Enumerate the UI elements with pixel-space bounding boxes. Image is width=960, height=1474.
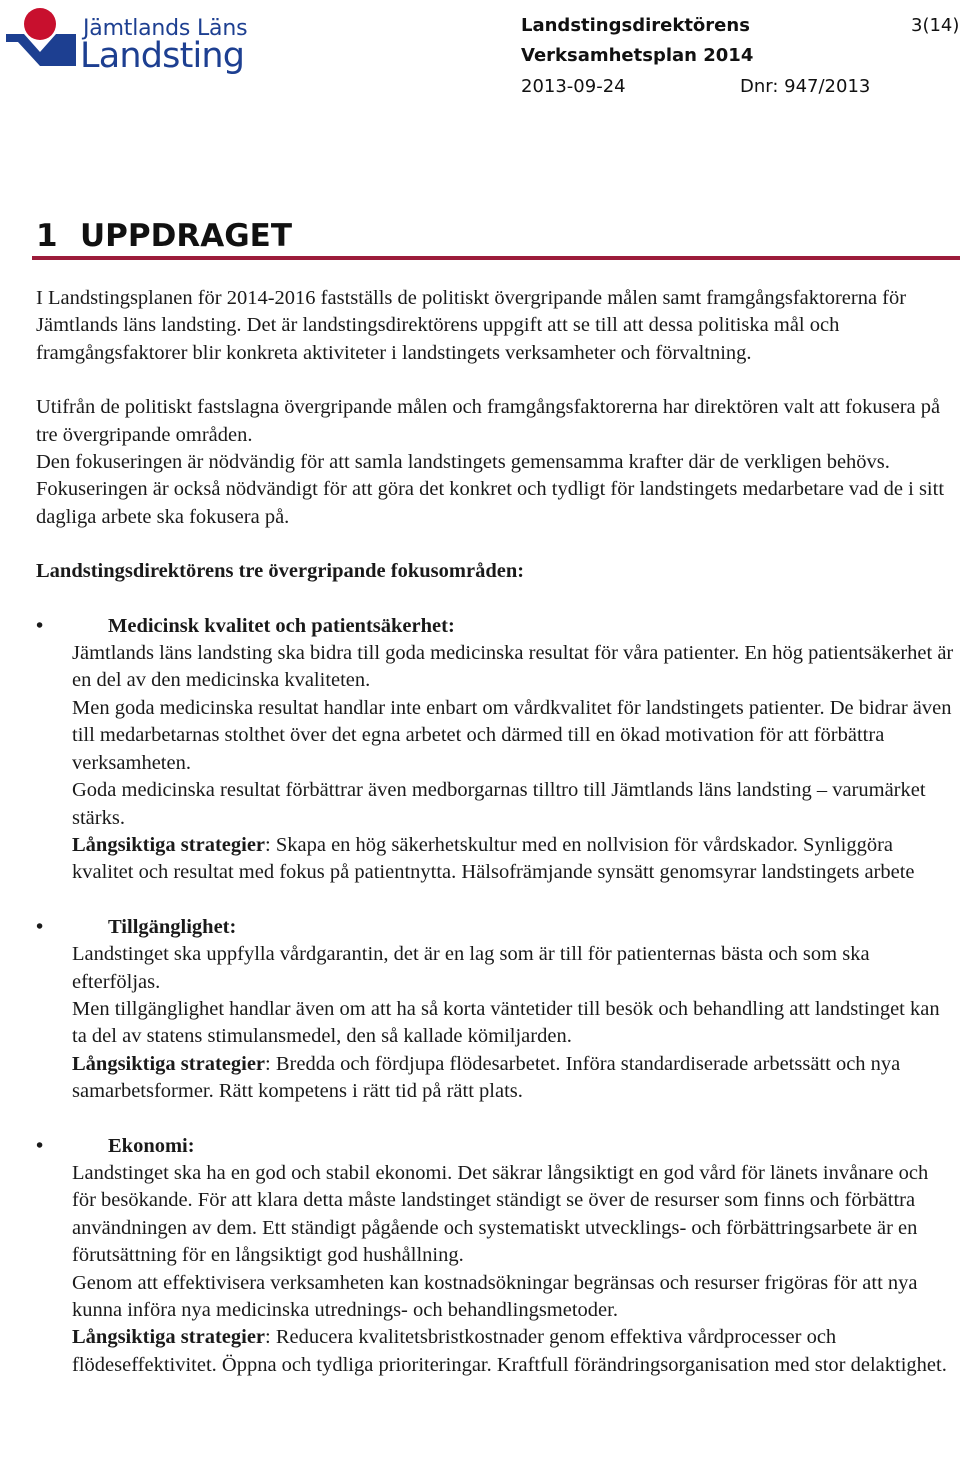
page-number: 3(14) (911, 15, 960, 36)
list-item-text: Landstinget ska uppfylla vårdgarantin, det är en lag som är till för patienternas bästa och som ska efterföljas. (72, 943, 870, 993)
list-item-text: Men tillgänglighet handlar även om att ha så korta väntetider till besök och behandling att landstinget kan ta del av statens stimulansmedel, den så kallade kömiljarden. (72, 997, 940, 1048)
section-heading (36, 218, 292, 254)
section-title: UPPDRAGET (80, 218, 292, 254)
list-item-text: Goda medicinska resultat förbättrar även medborgarnas tilltro till Jämtlands läns landsting – varumärket stärks. (72, 779, 926, 829)
focus-area-quality (36, 613, 956, 887)
list-item-title: • Tillgänglighet: (72, 914, 956, 941)
bullet-icon: • (36, 1134, 44, 1157)
section-number: 1 (36, 218, 58, 254)
bullet-icon: • (36, 614, 44, 637)
list-item-text: Genom att effektivisera verksamheten kan kostnadsökningar begränsas och resurser frigöras för att nya kunna införa nya medicinska utrednings- och behandlingsmetoder. (72, 1271, 918, 1321)
doc-date: 2013-09-24 (521, 76, 626, 97)
list-item-text: Jämtlands läns landsting ska bidra till goda medicinska resultat för våra patienter. En hög patientsäkerhet är en del av den medicinska kvaliteten. (72, 642, 954, 692)
focus-areas-heading: Landstingsdirektörens tre övergripande fokusområden: (36, 560, 525, 583)
logo-emblem-icon (4, 4, 84, 76)
focus-paragraph: Utifrån de politiskt fastslagna övergripande målen och framgångsfaktorerna har direktören valt att fokusera på tre övergripande områden. (36, 396, 941, 446)
focus-area-accessibility (36, 914, 956, 1106)
motivation-paragraph: Den fokuseringen är nödvändig för att samla landstingets gemensamma krafter där de verkligen behövs. Fokuseringen är också nödvändigt för att göra det konkret och tydligt för landstingets medarbetare vad de i sitt dagliga arbete ska fokusera på. (36, 451, 945, 528)
landsting-logo (4, 4, 248, 76)
logo-text-line1: Jämtlands Läns (83, 16, 248, 41)
list-item-text: Landstinget ska ha en god och stabil ekonomi. Det säkrar långsiktigt en god vård för länets invånare och för besökande. För att klara detta måste landstinget ständigt se över de resurser som finns och förbättra användningen av dem. Ett ständigt pågående och systematiskt utvecklings- och förbättringsarbete är en förutsättning för en långsiktigt god hushållning. (72, 1161, 929, 1267)
section-rule (32, 256, 960, 260)
logo-text-line2: Landsting (80, 36, 245, 76)
list-item-strategy: Långsiktiga strategier: Skapa en hög säkerhetskultur med en nollvision för vårdskador. Synliggöra kvalitet och resultat med fokus på patientnytta. Hälsofrämjande synsätt genomsyrar landstingets arbete (72, 833, 915, 884)
document-body (36, 285, 956, 1379)
doc-title-line2: Verksamhetsplan 2014 (521, 45, 754, 66)
focus-area-economy (36, 1133, 956, 1380)
doc-dnr: Dnr: 947/2013 (740, 76, 871, 97)
doc-title-line1: Landstingsdirektörens (521, 15, 750, 36)
intro-paragraph: I Landstingsplanen för 2014-2016 fastställs de politiskt övergripande målen samt framgångsfaktorerna för Jämtlands läns landsting. Det är landstingsdirektörens uppgift att se till att dessa politiska mål och framgångsfaktorer blir konkreta aktiviteter i landstingets verksamheter och förvaltning. (36, 287, 907, 364)
bullet-icon: • (36, 915, 44, 938)
list-item-strategy: Långsiktiga strategier: Bredda och fördjupa flödesarbetet. Införa standardiserade arbetssätt och nya samarbetsformer. Rätt kompetens i rätt tid på rätt plats. (72, 1052, 901, 1103)
list-item-title: • Ekonomi: (72, 1133, 956, 1160)
list-item-title: • Medicinsk kvalitet och patientsäkerhet: (72, 613, 956, 640)
page-header (0, 0, 960, 110)
list-item-strategy: Långsiktiga strategier: Reducera kvalitetsbristkostnader genom effektiva vårdprocesser och flödeseffektivitet. Öppna och tydliga prioriteringar. Kraftfull förändringsorganisation med stor delaktighet. (72, 1326, 947, 1376)
list-item-text: Men goda medicinska resultat handlar inte enbart om vårdkvalitet för landstingets patienter. De bidrar även till medarbetarnas stolthet över det egna arbetet och därmed till en ökad motivation för att förbättra verksamheten. (72, 696, 952, 774)
